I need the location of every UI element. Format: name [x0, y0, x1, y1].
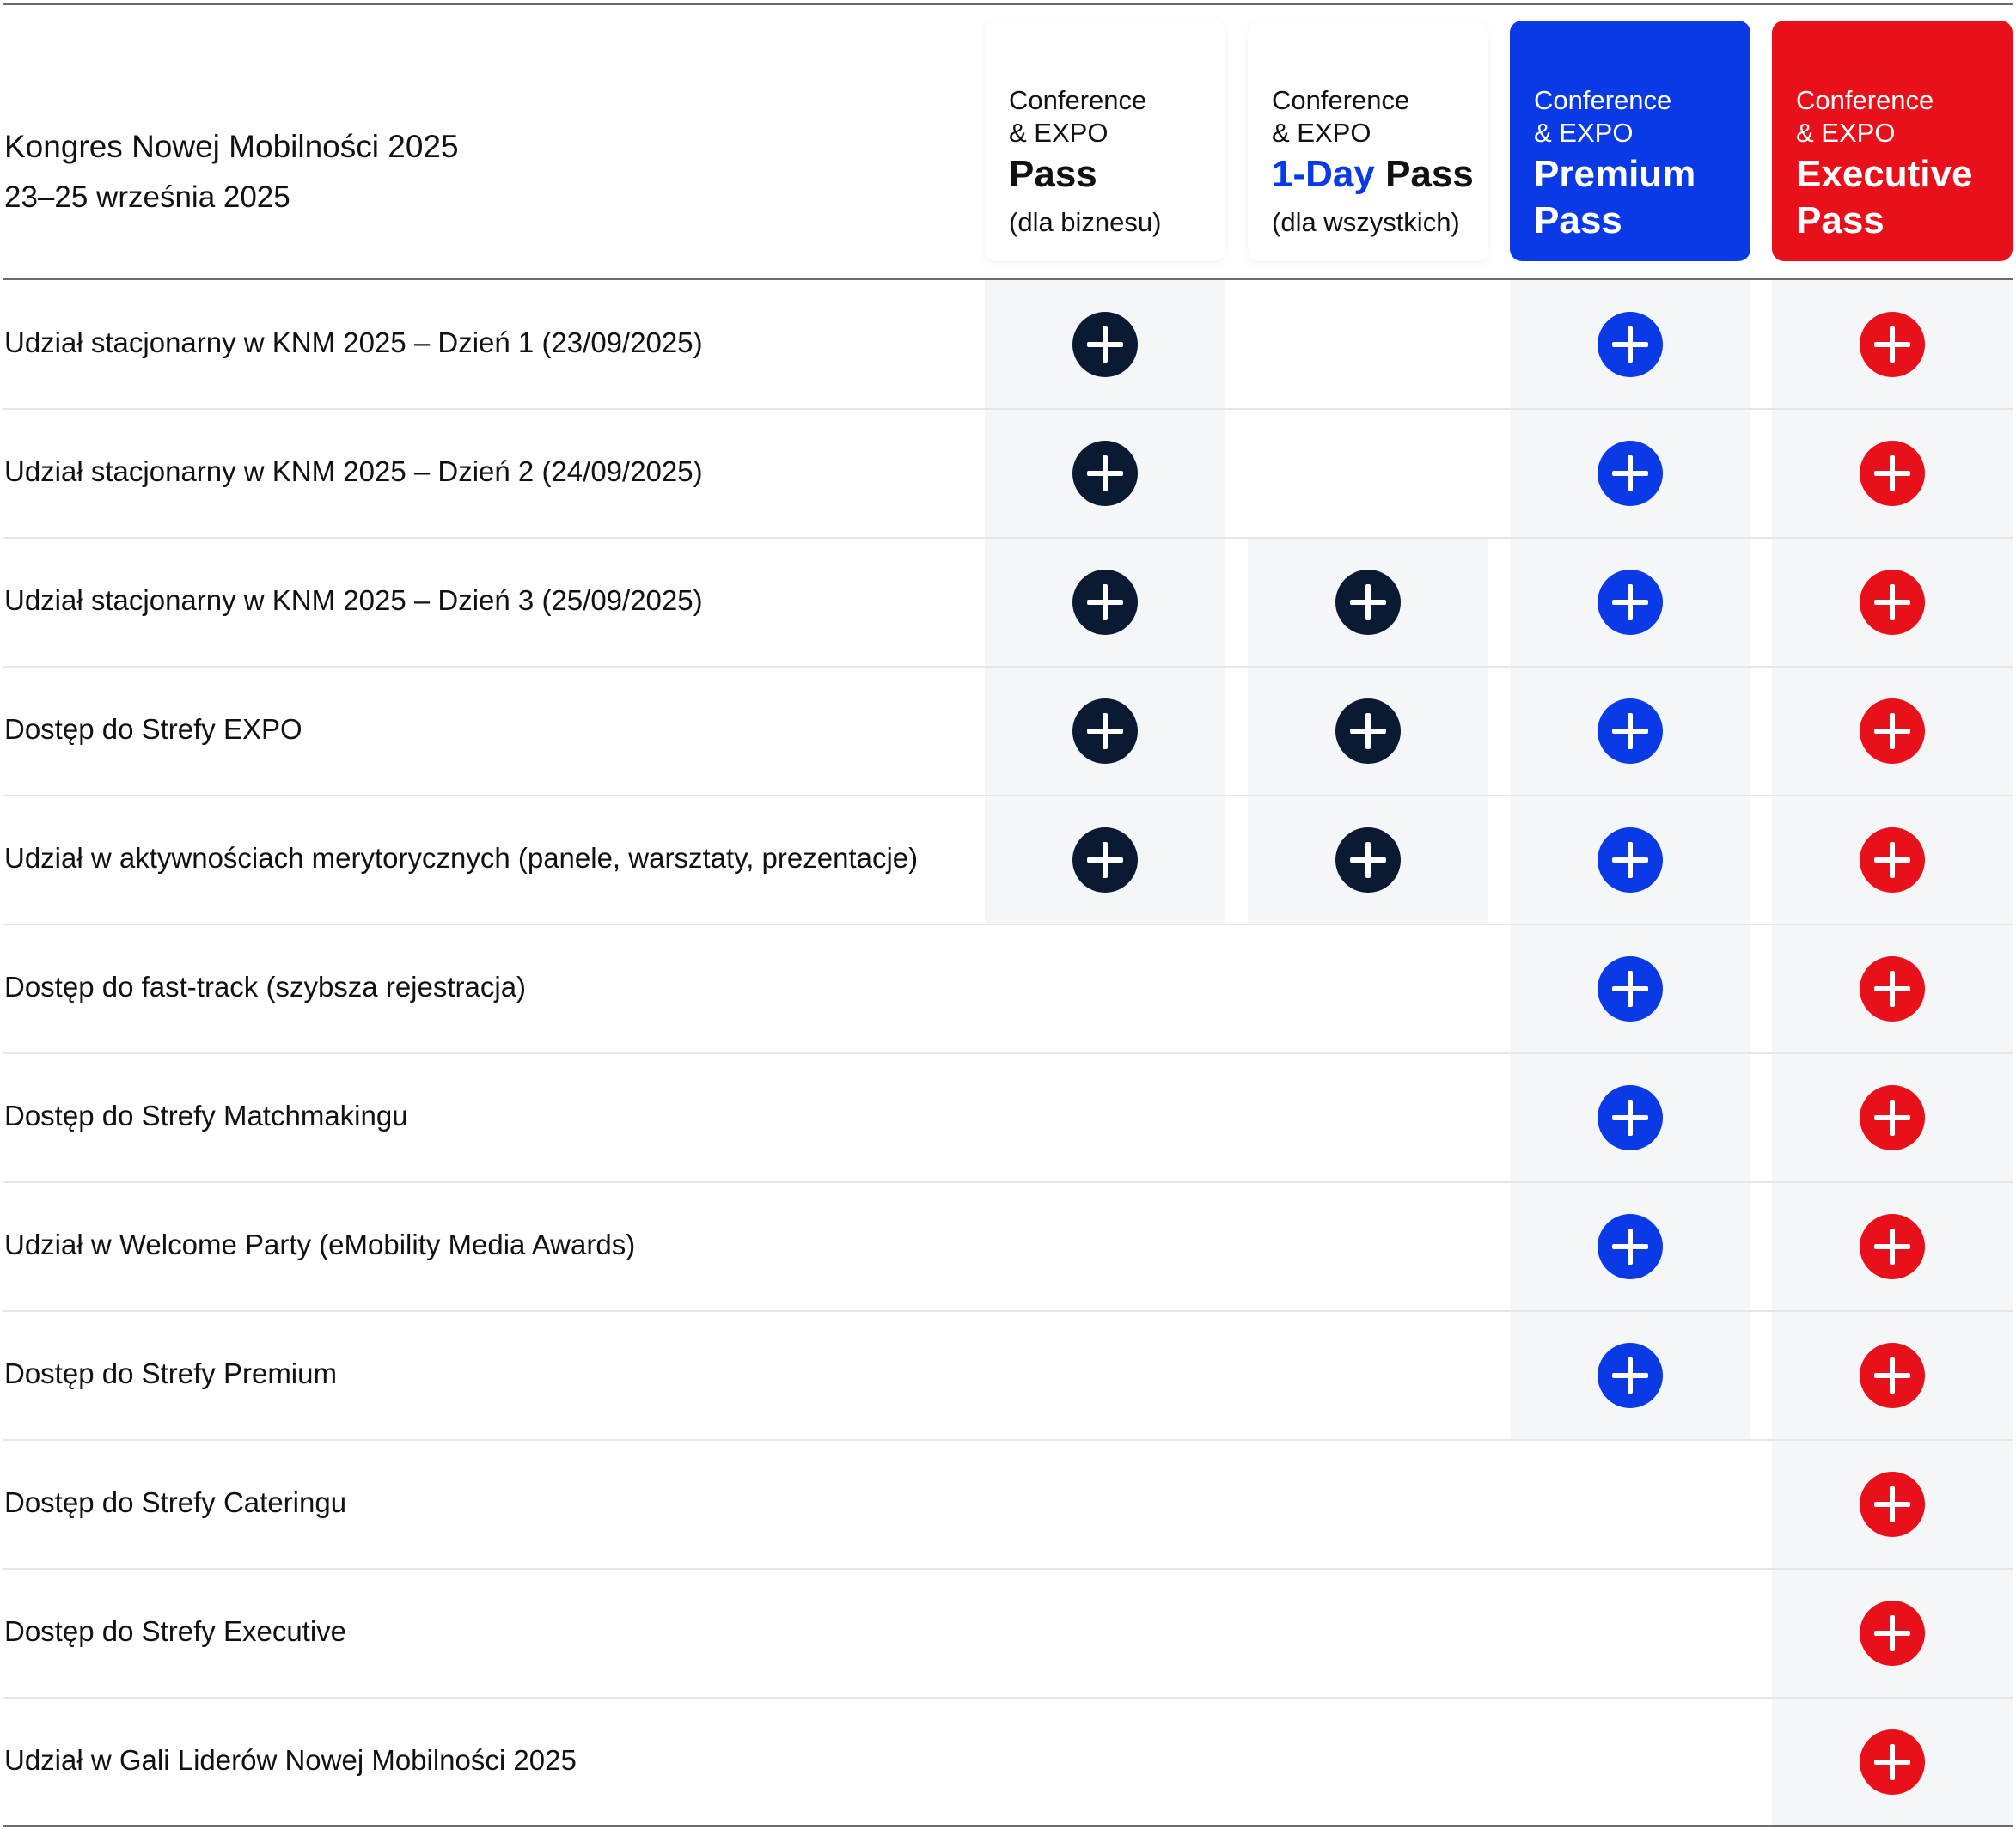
feature-label: Udział stacjonarny w KNM 2025 – Dzień 2 (24/09/2025) — [4, 455, 703, 487]
plus-circle-icon — [1860, 1343, 1925, 1408]
feature-label: Dostęp do fast-track (szybsza rejestracja) — [4, 971, 527, 1003]
event-title: Kongres Nowej Mobilności 2025 — [4, 129, 459, 164]
plus-circle-icon — [1072, 441, 1138, 506]
column-header-executive-top: Conference — [1796, 85, 1934, 115]
plus-circle-icon — [1598, 1085, 1663, 1150]
plus-circle-icon — [1860, 441, 1925, 506]
plus-circle-icon — [1072, 570, 1138, 635]
feature-label: Dostęp do Strefy EXPO — [4, 713, 302, 745]
feature-label: Udział stacjonarny w KNM 2025 – Dzień 1 (23/09/2025) — [4, 326, 703, 358]
column-header-executive — [1772, 21, 2013, 261]
column-header-pass-name: Pass — [1009, 153, 1097, 195]
plus-circle-icon — [1598, 698, 1663, 764]
row-divider — [3, 1697, 2013, 1699]
feature-label: Udział w Welcome Party (eMobility Media Awards) — [4, 1229, 636, 1260]
plus-circle-icon — [1860, 1472, 1925, 1537]
row-divider — [3, 1439, 2013, 1441]
plus-circle-icon — [1335, 827, 1401, 893]
column-header-one-day-name — [1272, 151, 1488, 198]
plus-circle-icon — [1860, 1729, 1925, 1795]
plus-circle-icon — [1072, 698, 1138, 764]
column-header-premium-name: Premium — [1534, 153, 1696, 195]
plus-circle-icon — [1072, 827, 1138, 893]
column-header-premium-name2: Pass — [1534, 199, 1622, 241]
plus-circle-icon — [1860, 570, 1925, 635]
column-header-one-day-accent: 1-Day — [1272, 153, 1375, 195]
plus-circle-icon — [1072, 312, 1138, 377]
row-divider — [3, 666, 2013, 668]
plus-circle-icon — [1860, 1601, 1925, 1666]
bottom-rule — [3, 1825, 2013, 1827]
event-date: 23–25 września 2025 — [4, 180, 290, 214]
feature-label: Udział w Gali Liderów Nowej Mobilności 2025 — [4, 1744, 577, 1776]
column-header-one-day-sub: (dla wszystkich) — [1272, 207, 1460, 237]
top-rule — [3, 3, 2013, 5]
feature-label: Dostęp do Strefy Premium — [4, 1357, 337, 1389]
header-rule — [3, 278, 2013, 280]
row-divider — [3, 924, 2013, 925]
row-divider — [3, 1568, 2013, 1570]
column-header-premium-top2: & EXPO — [1534, 118, 1634, 148]
column-header-premium-top: Conference — [1534, 85, 1672, 115]
plus-circle-icon — [1598, 570, 1663, 635]
plus-circle-icon — [1860, 1214, 1925, 1279]
feature-label: Dostęp do Strefy Cateringu — [4, 1486, 347, 1518]
plus-circle-icon — [1335, 698, 1401, 764]
column-header-executive-name2: Pass — [1796, 199, 1885, 241]
plus-circle-icon — [1860, 956, 1925, 1022]
plus-circle-icon — [1860, 1085, 1925, 1150]
plus-circle-icon — [1598, 1343, 1663, 1408]
plus-circle-icon — [1860, 827, 1925, 893]
column-header-pass-top2: & EXPO — [1009, 118, 1109, 148]
row-divider — [3, 1052, 2013, 1054]
column-header-executive-name: Executive — [1796, 153, 1973, 195]
row-divider — [3, 537, 2013, 539]
column-header-executive-top2: & EXPO — [1796, 118, 1896, 148]
plus-circle-icon — [1860, 312, 1925, 377]
column-header-one-day-top: Conference — [1272, 85, 1410, 115]
plus-circle-icon — [1598, 827, 1663, 893]
row-divider — [3, 1310, 2013, 1312]
column-header-premium — [1510, 21, 1750, 261]
column-header-pass-sub: (dla biznesu) — [1009, 207, 1162, 237]
column-header-pass-top: Conference — [1009, 85, 1147, 115]
row-divider — [3, 1181, 2013, 1183]
plus-circle-icon — [1598, 956, 1663, 1022]
row-divider — [3, 408, 2013, 410]
feature-label: Dostęp do Strefy Executive — [4, 1615, 347, 1647]
column-header-one-day — [1248, 21, 1488, 261]
column-header-one-day-name-rest: Pass — [1385, 153, 1474, 195]
row-divider — [3, 795, 2013, 796]
feature-label: Udział stacjonarny w KNM 2025 – Dzień 3 (25/09/2025) — [4, 584, 703, 616]
column-header-pass — [985, 21, 1225, 261]
feature-label: Udział w aktywnościach merytorycznych (panele, warsztaty, prezentacje) — [4, 842, 919, 874]
plus-circle-icon — [1598, 312, 1663, 377]
feature-label: Dostęp do Strefy Matchmakingu — [4, 1100, 408, 1132]
plus-circle-icon — [1598, 1214, 1663, 1279]
plus-circle-icon — [1598, 441, 1663, 506]
plus-circle-icon — [1860, 698, 1925, 764]
plus-circle-icon — [1335, 570, 1401, 635]
column-header-one-day-top2: & EXPO — [1272, 118, 1371, 148]
